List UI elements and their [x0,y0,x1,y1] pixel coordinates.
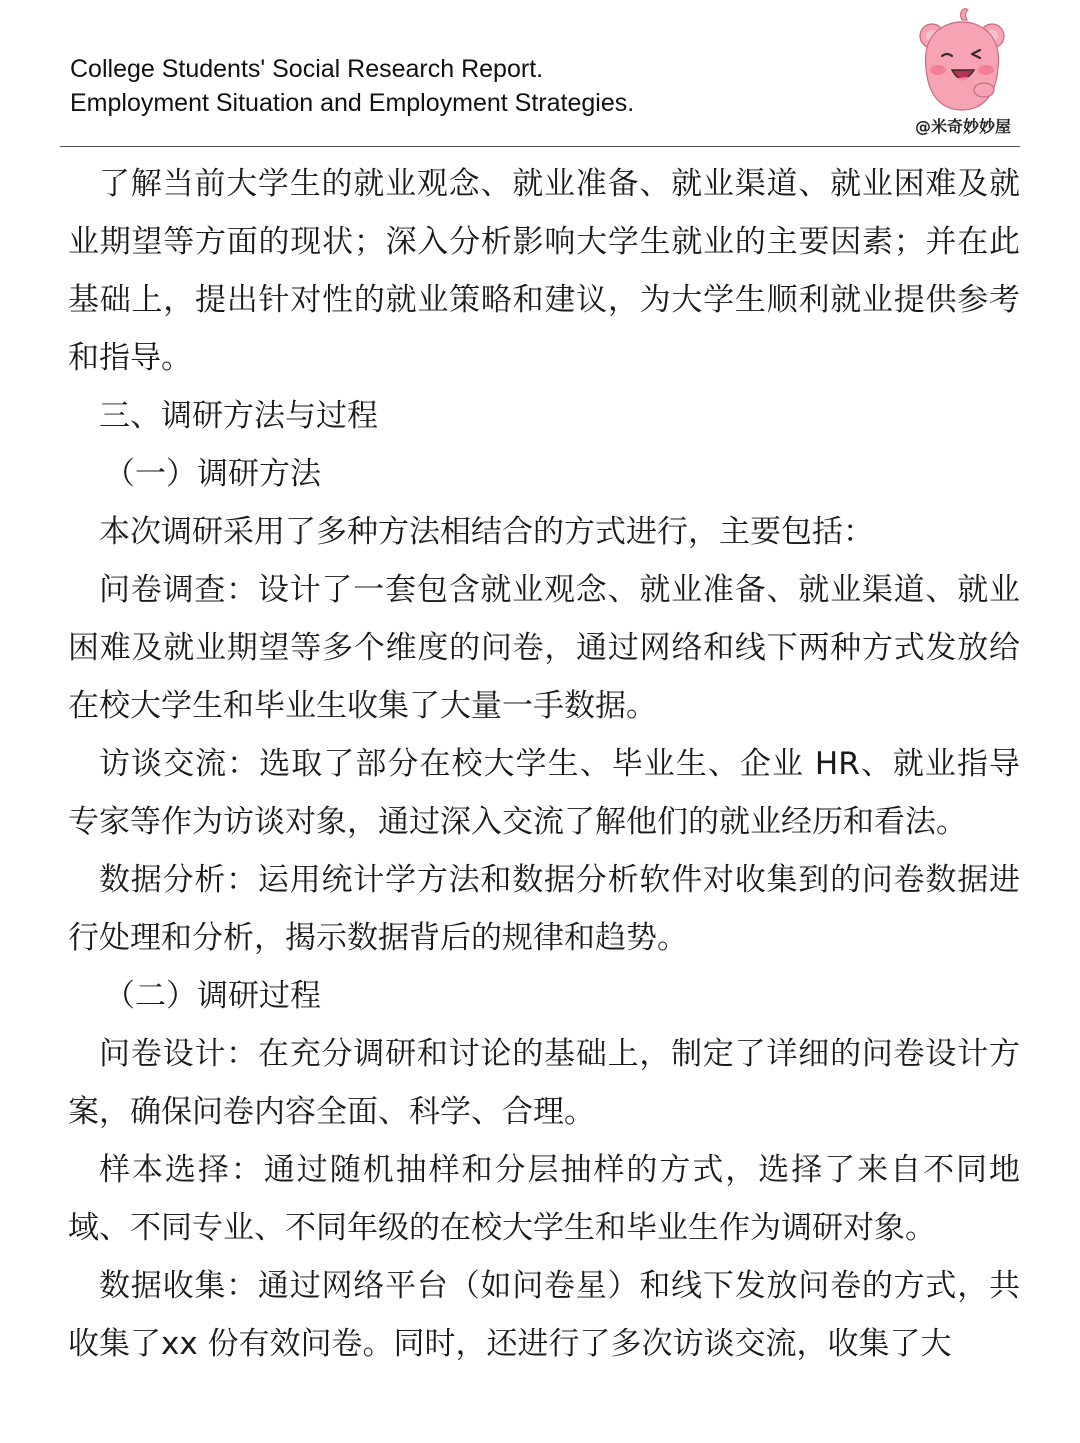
questionnaire-design-paragraph: 问卷设计：在充分调研和讨论的基础上，制定了详细的问卷设计方案，确保问卷内容全面、科学、合理。 [68,1036,1020,1130]
watermark-handle: @米奇妙妙屋 [914,117,1011,136]
report-title-line-1: College Students' Social Research Report. [70,55,544,83]
objective-paragraph: 了解当前大学生的就业观念、就业准备、就业渠道、就业困难及就业期望等方面的现状；深入分析影响大学生就业的主要因素；并在此基础上，提出针对性的就业策略和建议，为大学生顺利就业提供参考和指导。 [68,166,1020,376]
data-collection-paragraph: 数据收集：通过网络平台（如问卷星）和线下发放问卷的方式，共收集了xx 份有效问卷。同时，还进行了多次访谈交流，收集了大 [68,1268,1020,1362]
report-body [68,155,1020,1373]
methods-intro-paragraph: 本次调研采用了多种方法相结合的方式进行，主要包括： [99,514,874,550]
header-divider [60,146,1020,147]
interview-paragraph: 访谈交流：选取了部分在校大学生、毕业生、企业 HR、就业指导专家等作为访谈对象，通过深入交流了解他们的就业经历和看法。 [68,746,1020,840]
report-title-line-2: Employment Situation and Employment Strategies. [70,89,635,117]
data-analysis-paragraph: 数据分析：运用统计学方法和数据分析软件对收集到的问卷数据进行处理和分析，揭示数据背后的规律和趋势。 [68,862,1020,956]
sample-selection-paragraph: 样本选择：通过随机抽样和分层抽样的方式，选择了来自不同地域、不同专业、不同年级的在校大学生和毕业生作为调研对象。 [68,1152,1020,1246]
subsection-heading-process: （二）调研过程 [104,978,321,1014]
section-heading-methods: 三、调研方法与过程 [99,398,378,434]
report-title [70,52,634,120]
pink-bear-mascot-icon [912,6,1012,114]
page-header [0,0,1080,150]
questionnaire-paragraph: 问卷调查：设计了一套包含就业观念、就业准备、就业渠道、就业困难及就业期望等多个维度的问卷，通过网络和线下两种方式发放给在校大学生和毕业生收集了大量一手数据。 [68,572,1020,724]
subsection-heading-methods: （一）调研方法 [104,456,321,492]
